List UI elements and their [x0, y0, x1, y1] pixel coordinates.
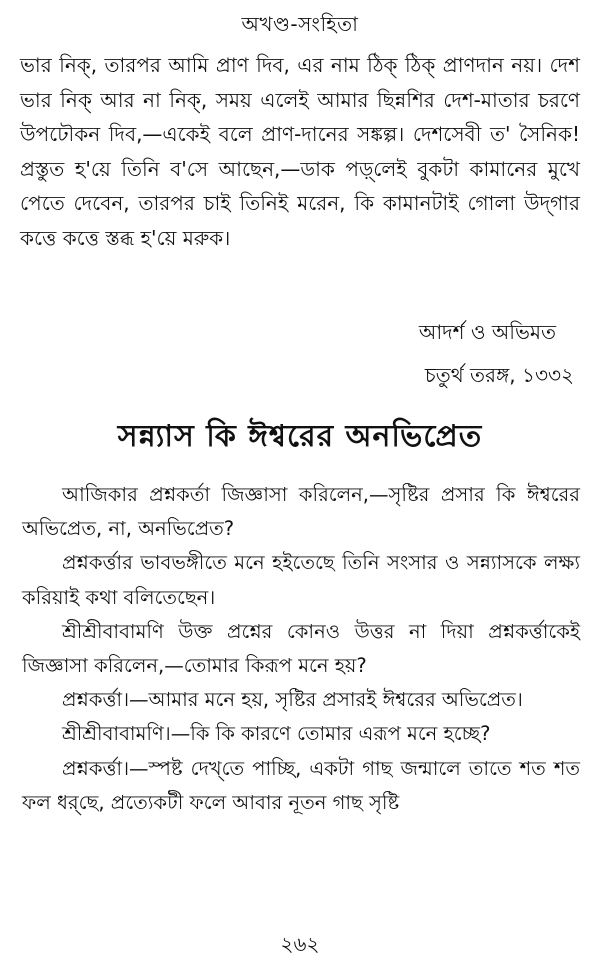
paragraph-answer: প্রশ্নকর্ত্তা।—আমার মনে হয়, সৃষ্টির প্রসারই ঈশ্বরের অভিপ্রেত। [62, 688, 523, 712]
source-issue: চতুর্থ তরঙ্গ, ১৩৩২ [424, 363, 574, 387]
chapter-title: সন্ন্যাস কি ঈশ্বরের অনভিপ্রেত [117, 419, 483, 454]
page-number: ২৬২ [280, 932, 320, 956]
paragraph-reason-question: শ্রীশ্রীবাবামণি।—কি কি কারণে তোমার এরূপ মনে হচ্ছে? [62, 722, 491, 746]
running-head: অখণ্ড-সংহিতা [241, 12, 359, 36]
paragraph-question: আজিকার প্রশ্নকর্তা জিজ্ঞাসা করিলেন,—সৃষ্টির প্রসার কি ঈশ্বরের অভিপ্রেত, না, অনভিপ্রেত? [22, 483, 580, 541]
passage-paragraph: ভার নিক্‌, তারপর আমি প্রাণ দিব, এর নাম ঠিক্‌ ঠিক্‌ প্রাণদান নয়। দেশ ভার নিক্‌ আর না নিক্‌, সময় এলেই আমার ছিন্নশির দেশ-মাতার চরণে উপঢৌকন দিব,—একেই বলে প্রাণ-দানের সঙ্কল্প। দেশসেবী ত' সৈনিক! প্রস্তুত হ'য়ে তিনি ব'সে আছেন,—ডাক পড়্‌লেই বুকটা কামানের মুখে পেতে দেবেন, তারপর চাই তিনিই মরেন, কি কামানটাই গোলা উদ্‌গার কত্তে কত্তে স্তব্ধ হ'য়ে মরুক। [20, 53, 580, 250]
paragraph-counter-question: শ্রীশ্রীবাবামণি উক্ত প্রশ্নের কোনও উত্তর না দিয়া প্রশ্নকর্ত্তাকেই জিজ্ঞাসা করিলেন,—তোমার কিরূপ মনে হয়? [22, 619, 580, 678]
paragraph-reason-answer: প্রশ্নকর্ত্তা।—স্পষ্ট দেখ্‌তে পাচ্ছি, একটা গাছ জন্মালে তাতে শত শত ফল ধর্‌ছে, প্রত্যেকটী ফলে আবার নূতন গাছ সৃষ্টি [22, 756, 580, 814]
chapter-body [22, 478, 580, 820]
source-title: আদর্শ ও অভিমত [418, 320, 556, 344]
paragraph-observation: প্রশ্নকর্ত্তার ভাবভঙ্গীতে মনে হইতেছে তিনি সংসার ও সন্ন্যাসকে লক্ষ্য করিয়াই কথা বলিতেছেন। [22, 551, 580, 609]
continued-passage [20, 48, 580, 255]
